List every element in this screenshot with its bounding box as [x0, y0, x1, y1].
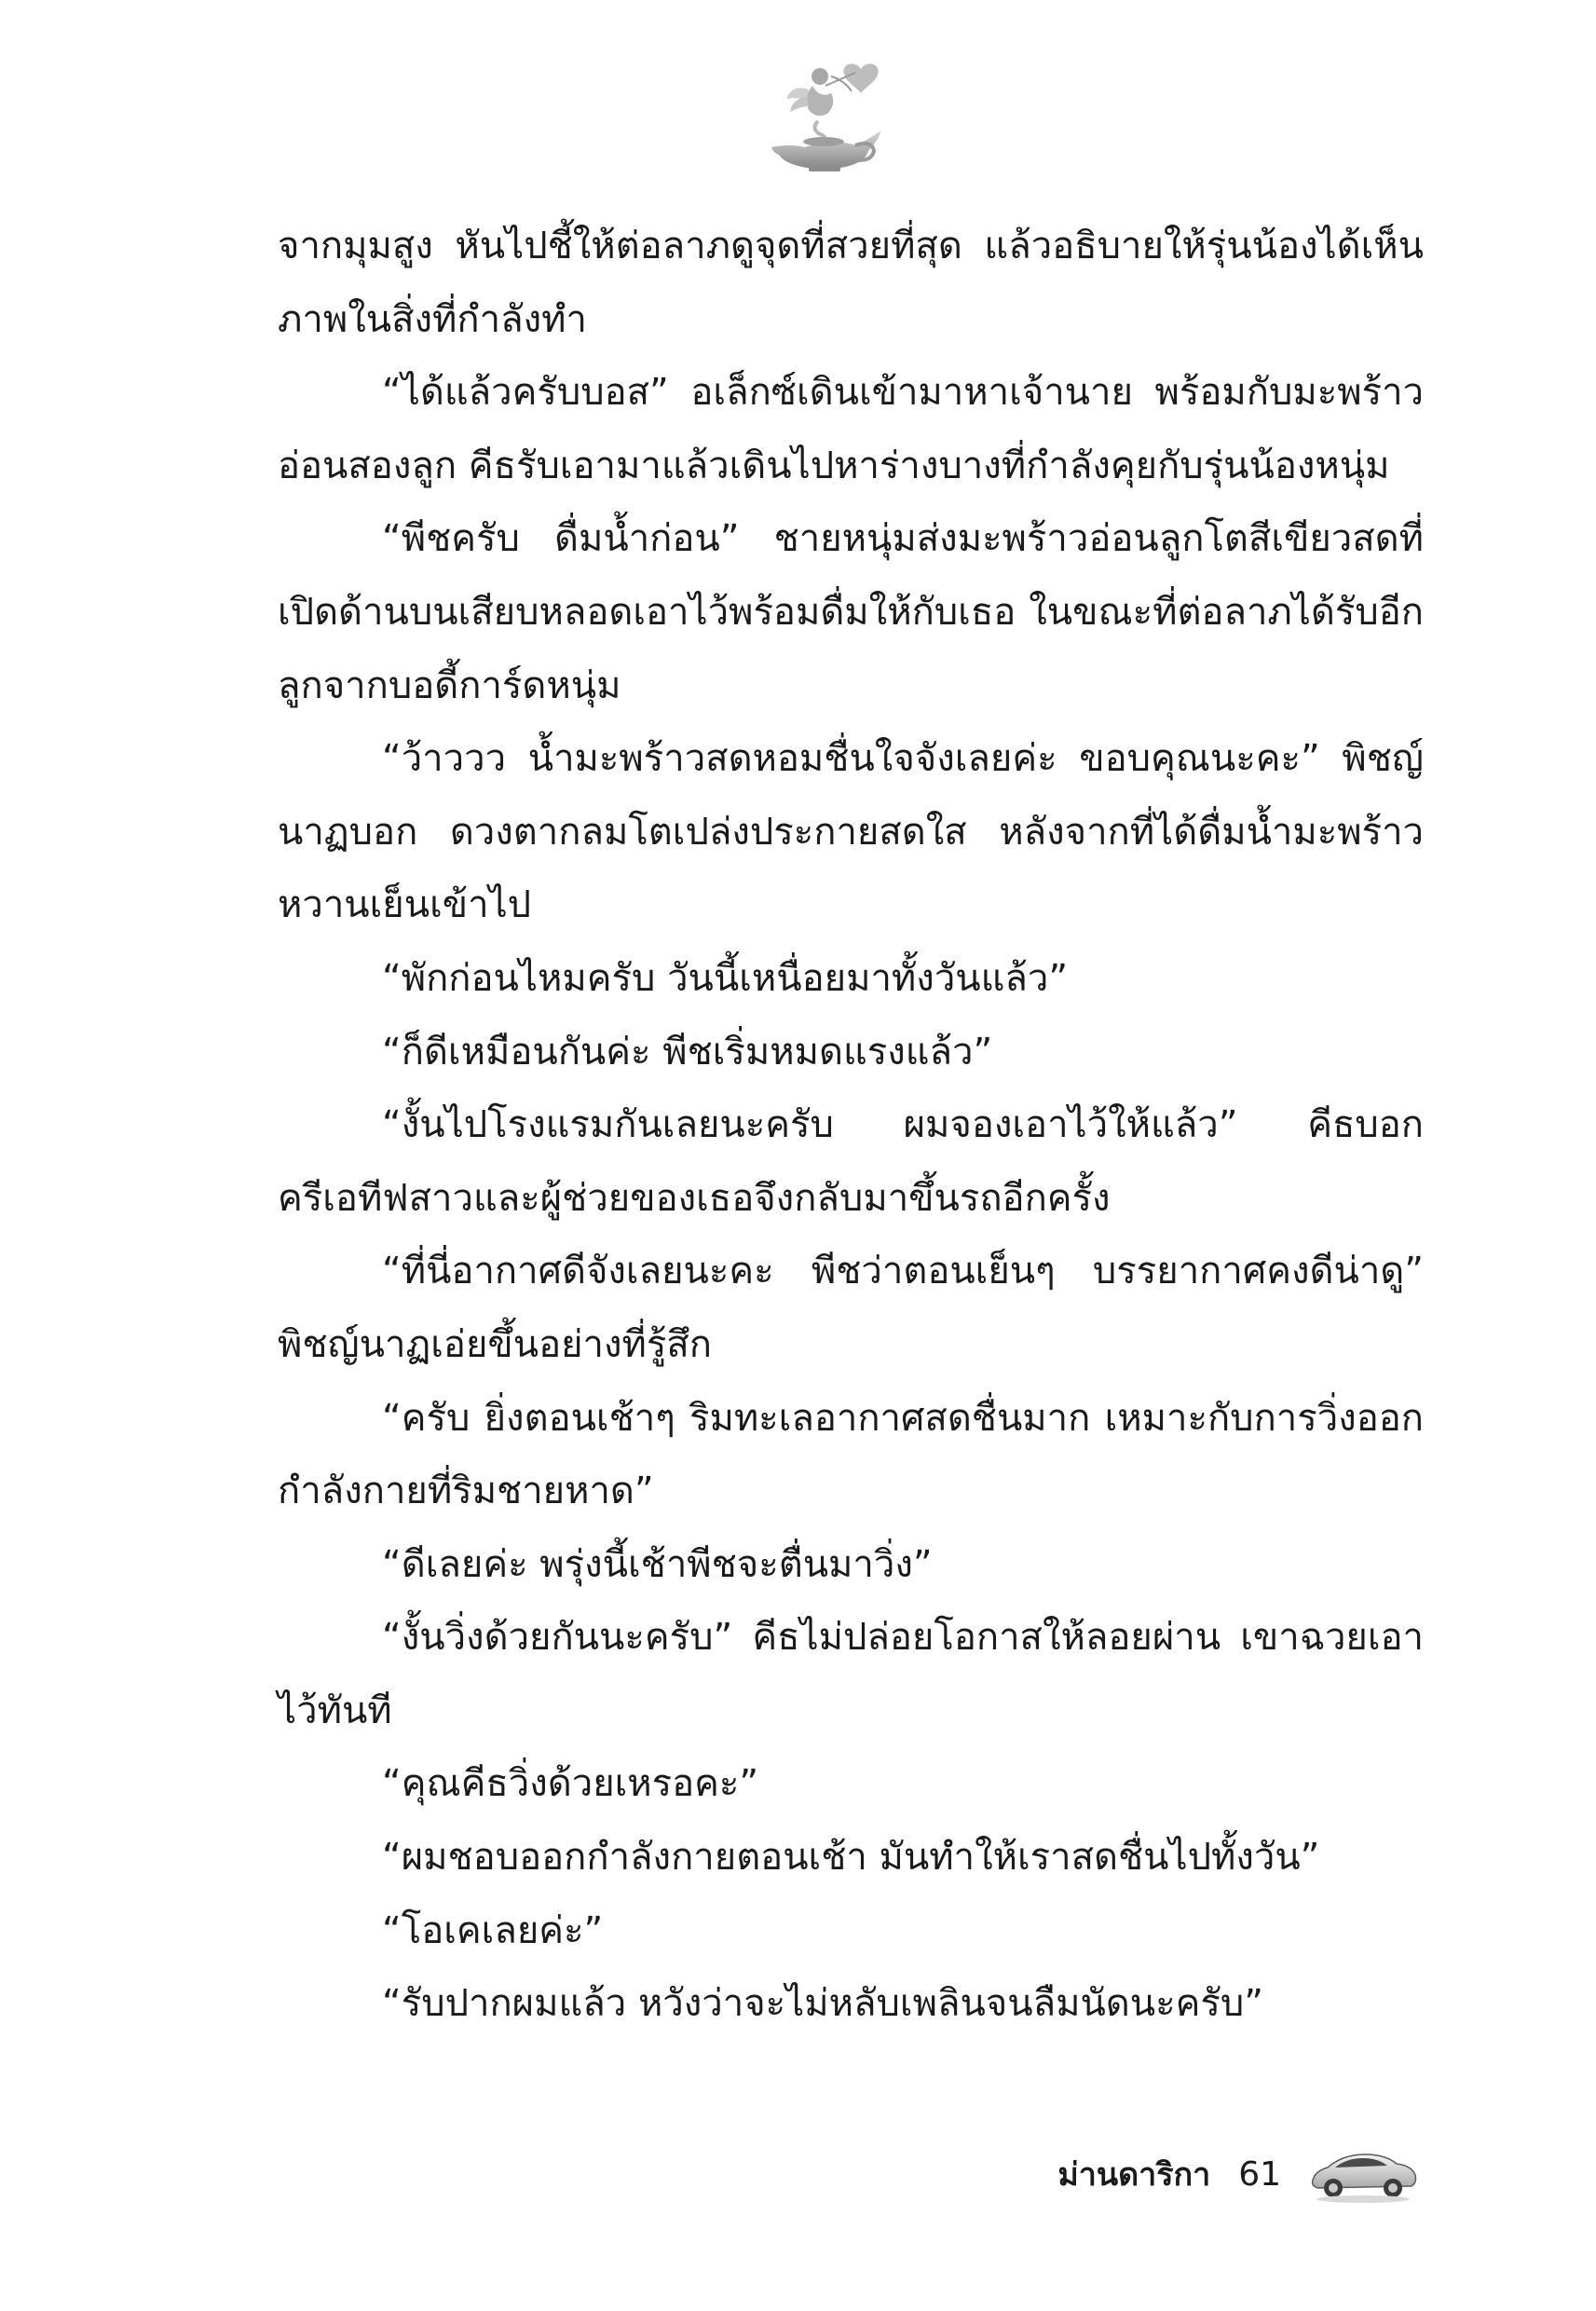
paragraph: “รับปากผมแล้ว หวังว่าจะไม่หลับเพลินจนลืมนัดนะครับ” — [382, 1982, 1263, 2026]
body-text — [278, 210, 1424, 2041]
sports-car-icon — [1307, 2143, 1419, 2205]
paragraph: “ว้าววว น้ำมะพร้าวสดหอมชื่นใจจังเลยค่ะ ขอบคุณนะคะ” พิชญ์นาฏบอก ดวงตากลมโตเปล่งประกายสดใส หลังจากที่ได้ดื่มน้ำมะพร้าวหวานเย็นเข้าไป — [278, 737, 1424, 927]
paragraph: “ที่นี่อากาศดีจังเลยนะคะ พีชว่าตอนเย็นๆ บรรยากาศคงดีน่าดู” พิชญ์นาฏเอ่ยขึ้นอย่างที่รู้สึก — [278, 1250, 1424, 1366]
paragraph: “ก็ดีเหมือนกันค่ะ พีชเริ่มหมดแรงแล้ว” — [382, 1030, 993, 1073]
cupid-teapot-ornament-icon — [751, 48, 900, 179]
page-number: 61 — [1238, 2154, 1281, 2194]
paragraph: “งั้นวิ่งด้วยกันนะครับ” คีธไม่ปล่อยโอกาสให้ลอยผ่าน เขาฉวยเอาไว้ทันที — [278, 1616, 1424, 1732]
paragraph: จากมุมสูง หันไปชี้ให้ต่อลาภดูจุดที่สวยที่สุด แล้วอธิบายให้รุ่นน้องได้เห็นภาพในสิ่งที่กำลังทำ — [278, 225, 1424, 341]
paragraph: “งั้นไปโรงแรมกันเลยนะครับ ผมจองเอาไว้ให้แล้ว” คีธบอกครีเอทีฟสาวและผู้ช่วยของเธอจึงกลับมาขึ้นรถอีกครั้ง — [278, 1103, 1424, 1220]
paragraph: “ได้แล้วครับบอส” อเล็กซ์เดินเข้ามาหาเจ้านาย พร้อมกับมะพร้าวอ่อนสองลูก คีธรับเอามาแล้วเดินไปหาร่างบางที่กำลังคุยกับรุ่นน้องหนุ่ม — [278, 371, 1424, 487]
paragraph: “โอเคเลยค่ะ” — [382, 1908, 604, 1952]
paragraph: “คุณคีธวิ่งด้วยเหรอคะ” — [382, 1762, 759, 1806]
page-footer — [1057, 2141, 1419, 2207]
paragraph: “ดีเลยค่ะ พรุ่งนี้เช้าพีชจะตื่นมาวิ่ง” — [382, 1542, 933, 1586]
paragraph: “ผมชอบออกกำลังกายตอนเช้า มันทำให้เราสดชื่นไปทั้งวัน” — [382, 1836, 1320, 1880]
paragraph: “พักก่อนไหมครับ วันนี้เหนื่อยมาทั้งวันแล้ว” — [382, 956, 1069, 1000]
paragraph: “พีชครับ ดื่มน้ำก่อน” ชายหนุ่มส่งมะพร้าวอ่อนลูกโตสีเขียวสดที่เปิดด้านบนเสียบหลอดเอาไว้พร้อมดื่มให้กับเธอ ในขณะที่ต่อลาภได้รับอีกลูกจากบอดี้การ์ดหนุ่ม — [278, 517, 1424, 707]
book-title: ม่านดาริกา — [1057, 2156, 1211, 2194]
paragraph: “ครับ ยิ่งตอนเช้าๆ ริมทะเลอากาศสดชื่นมาก เหมาะกับการวิ่งออกกำลังกายที่ริมชายหาด” — [278, 1396, 1424, 1513]
